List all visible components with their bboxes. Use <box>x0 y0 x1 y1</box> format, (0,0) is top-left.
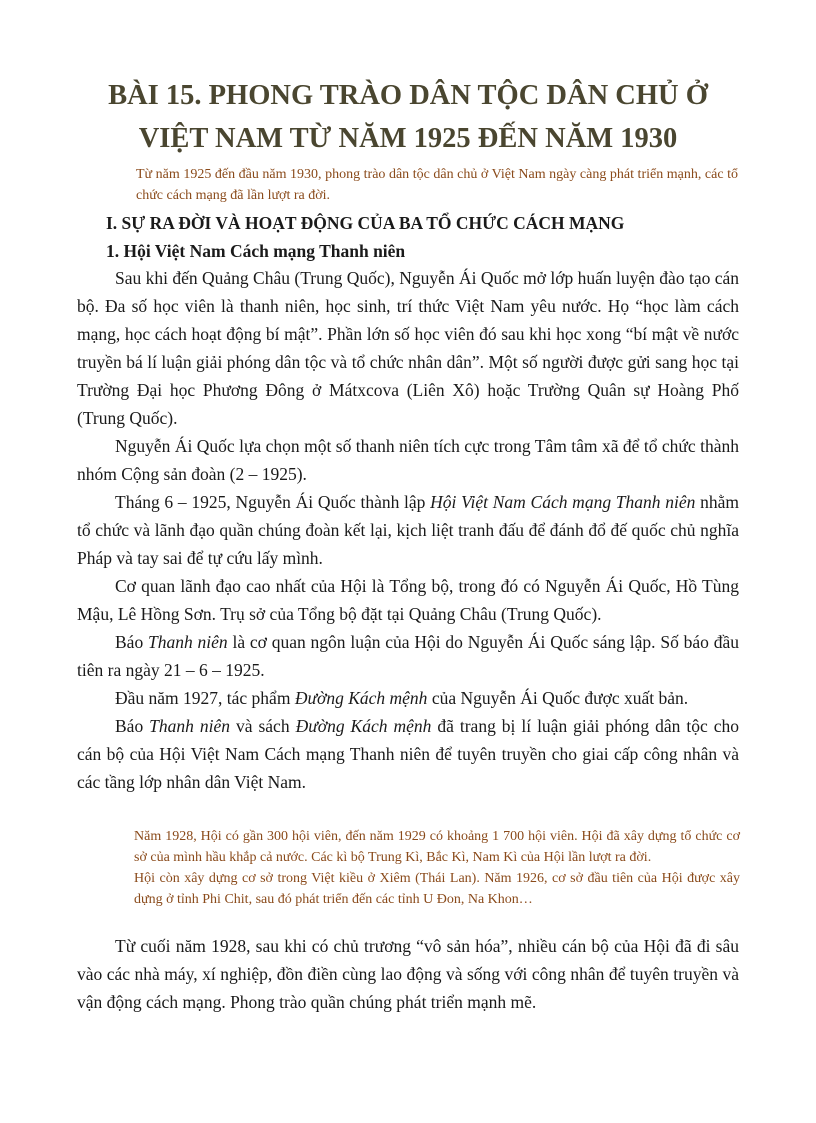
paragraph-4: Cơ quan lãnh đạo cao nhất của Hội là Tổng bộ, trong đó có Nguyễn Ái Quốc, Hồ Tùng Mậu, Lê Hồng Sơn. Trụ sở của Tổng bộ đặt tại Quảng Châu (Trung Quốc). <box>77 576 739 624</box>
mid-note <box>134 826 740 910</box>
paragraph-6-emphasis: Đường Kách mệnh <box>294 688 428 708</box>
mid-note-line-1: Năm 1928, Hội có gần 300 hội viên, đến năm 1929 có khoảng 1 700 hội viên. Hội đã xây dựng tổ chức cơ sở của mình hầu khắp cả nước. Các kì bộ Trung Kì, Bắc Kì, Nam Kì của Hội lần lượt ra đời. <box>134 829 740 865</box>
paragraph-6-part-a: Đầu năm 1927, tác phẩm <box>115 688 295 708</box>
paragraph-6 <box>77 684 739 712</box>
paragraph-3-part-a: Tháng 6 – 1925, Nguyễn Ái Quốc thành lập <box>115 492 431 512</box>
lesson-title-line-2: VIỆT NAM TỪ NĂM 1925 ĐẾN NĂM 1930 <box>138 123 678 154</box>
body-text-closing <box>77 932 739 1016</box>
paragraph-7-part-a: Báo <box>115 716 150 736</box>
section-heading: I. SỰ RA ĐỜI VÀ HOẠT ĐỘNG CỦA BA TỔ CHỨC CÁCH MẠNG <box>106 213 625 233</box>
intro-note-text: Từ năm 1925 đến đầu năm 1930, phong trào dân tộc dân chủ ở Việt Nam ngày càng phát triển mạnh, các tổ chức cách mạng đã lần lượt ra đời. <box>136 167 738 203</box>
paragraph-5-emphasis: Thanh niên <box>148 632 228 652</box>
body-text-main <box>77 264 739 796</box>
paragraph-7 <box>77 712 739 796</box>
paragraph-3 <box>77 488 739 572</box>
subsection-heading: 1. Hội Việt Nam Cách mạng Thanh niên <box>106 241 406 261</box>
lesson-title-line-1: BÀI 15. PHONG TRÀO DÂN TỘC DÂN CHỦ Ở <box>108 80 708 111</box>
mid-note-line-2: Hội còn xây dựng cơ sở trong Việt kiều ở Xiêm (Thái Lan). Năm 1926, cơ sở đầu tiên của Hội được xây dựng ở tỉnh Phi Chit, sau đó phát triển đến các tỉnh U Đon, Na Khon… <box>134 871 740 907</box>
paragraph-7-emphasis-1: Thanh niên <box>149 716 231 736</box>
paragraph-2: Nguyễn Ái Quốc lựa chọn một số thanh niên tích cực trong Tâm tâm xã để tổ chức thành nhóm Cộng sản đoàn (2 – 1925). <box>77 436 739 484</box>
paragraph-3-emphasis: Hội Việt Nam Cách mạng Thanh niên <box>430 492 696 512</box>
paragraph-6-part-b: của Nguyễn Ái Quốc được xuất bản. <box>427 688 689 708</box>
intro-note <box>136 164 738 206</box>
paragraph-7-part-b: và sách <box>230 716 296 736</box>
paragraph-5-part-b: là cơ quan ngôn luận của Hội do Nguyễn Ái Quốc sáng lập. Số báo đầu tiên ra ngày 21 – 6 – 1925. <box>77 632 739 680</box>
paragraph-5-part-a: Báo <box>115 632 148 652</box>
paragraph-1: Sau khi đến Quảng Châu (Trung Quốc), Nguyễn Ái Quốc mở lớp huấn luyện đào tạo cán bộ. Đa số học viên là thanh niên, học sinh, trí thức Việt Nam yêu nước. Họ “học làm cách mạng, học cách hoạt động bí mật”. Phần lớn số học viên đó sau khi học xong “bí mật về nước truyền bá lí luận giải phóng dân tộc và tổ chức nhân dân”. Một số người được gửi sang học tại Trường Đại học Phương Đông ở Mátxcova (Liên Xô) hoặc Trường Quân sự Hoàng Phố (Trung Quốc). <box>77 268 739 428</box>
paragraph-8: Từ cuối năm 1928, sau khi có chủ trương “vô sản hóa”, nhiều cán bộ của Hội đã đi sâu vào các nhà máy, xí nghiệp, đồn điền cùng lao động và sống với công nhân để tuyên truyền và vận động cách mạng. Phong trào quần chúng phát triển mạnh mẽ. <box>77 936 739 1012</box>
paragraph-5 <box>77 628 739 684</box>
paragraph-3-part-b: nhằm tổ chức và lãnh đạo quần chúng đoàn kết lại, kịch liệt tranh đấu để đánh đổ đế quốc chủ nghĩa Pháp và tay sai để tự cứu lấy mình. <box>77 492 739 568</box>
paragraph-7-emphasis-2: Đường Kách mệnh <box>295 716 432 736</box>
lesson-title <box>40 74 776 160</box>
paragraph-7-part-c: đã trang bị lí luận giải phóng dân tộc cho cán bộ của Hội Việt Nam Cách mạng Thanh niên để tuyên truyền cho giai cấp công nhân và các tầng lớp nhân dân Việt Nam. <box>77 716 739 792</box>
